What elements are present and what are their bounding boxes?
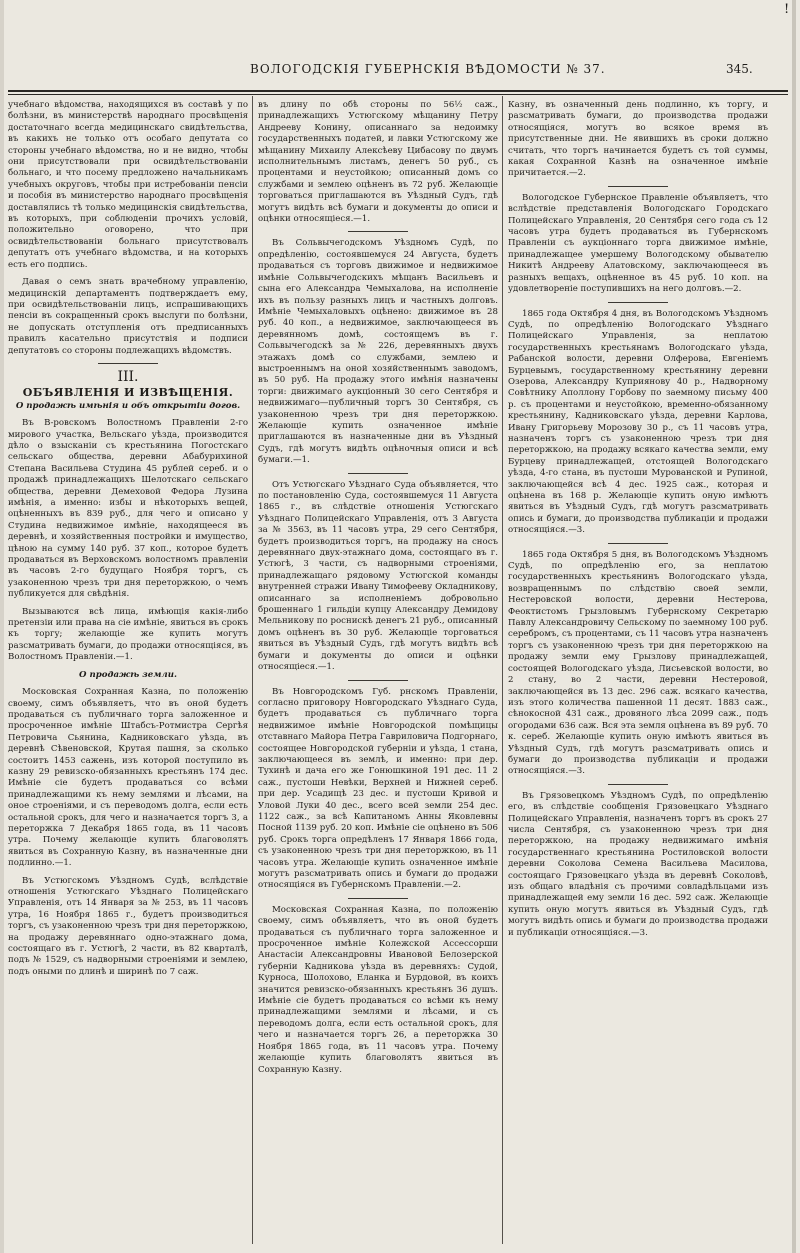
- left-page-edge: [0, 0, 4, 1253]
- right-page-edge: [792, 0, 796, 1253]
- divider: [348, 231, 408, 232]
- divider: [608, 186, 668, 187]
- column-divider-1: [252, 96, 253, 1244]
- column-2: [258, 100, 498, 1240]
- page-header: [0, 56, 800, 86]
- paragraph: Московская Сохранная Казна, по положенію своему, симъ объявляетъ, что въ оной будетъ продаваться съ публичнаго торга заложенное и просроченное имѣніе Штабсъ-Ротмистра Сергѣя Петровича Сьянина, Кадниковскаго уѣзда, въ деревнѣ Сѣвеновской, Крутая пашня, за сколько состоитъ 1453 сажень, изъ которой поступило въ казну 29 ревизско-обязанныхъ крестьянъ 174 дес. Имѣніе сіе будетъ продаваться со всѣми принадлежащими къ нему землями и лѣсами, на оное строеніями, и съ переводомъ долга, если есть остальной срокъ, для чего и назначается торгъ 3, а переторжка 7 Декабря 1865 года, въ 11 часовъ утра. Почему желающіе купить благоволятъ явиться въ Сохранную Казну, въ назначенные дни подлинно.—1.: [8, 687, 248, 869]
- column-1: [8, 100, 248, 1240]
- section-number: III.: [117, 368, 139, 385]
- paragraph: Въ В-ровскомъ Волостномъ Правленіи 2-го мирового участка, Вельскаго уѣзда, производится дѣло о взысканіи съ крестьянина Погостскаго сельскаго общества, деревни Абабурихиной Степана Васильева Студина 45 рублей сереб. и о продажѣ принадлежащихъ Шелотскаго сельскаго общества, деревни Демеховой Федора Лузина имѣнія, а именно: избы и нѣкоторыхъ вещей, оцѣненныхъ въ 839 руб., для чего и описано у Студина недвижимое имѣніе, находящееся въ деревнѣ, и хозяйственныя постройки и имущество, цѣною на сумму 140 руб. 37 коп., которое будетъ продаваться въ Верховскомъ волостномъ правленіи въ часовъ 2-го будущаго Ноября торгъ, съ узаконенною чрезъ три дня переторжкою, о чемъ публикуется для свѣдѣнія.: [8, 418, 248, 600]
- newspaper-title: ВОЛОГОДСКІЯ ГУБЕРНСКІЯ ВѢДОМОСТИ № 37.: [250, 62, 606, 76]
- header-rule: [8, 90, 788, 92]
- paragraph: Въ Грязовецкомъ Уѣздномъ Судѣ, по опредѣленію его, въ слѣдствіе сообщенія Грязовецкаго Уѣзднаго Полицейскаго Управленія, назначенъ торгъ въ срокъ 27 числа Сентября, съ узаконенною чрезъ три дня переторжкою, на продажу недвижимаго имѣнія государственнаго крестьянина Ростиловской волости деревни Соколова Семена Васильева Масилова, состоящаго Грязовецкаго уѣзда въ деревнѣ Соколовѣ, изъ общаго владѣнія съ прочими совладѣльцами изъ принадлежащей ему земли 16 дес. 592 саж. Желающіе купить оную могутъ явиться въ Уѣздный Судъ, гдѣ могутъ видѣть опись и бумаги до производства продажи и публикаціи относящіяся.—3.: [508, 790, 768, 938]
- paragraph: 1865 года Октября 4 дня, въ Вологодскомъ Уѣздномъ Судѣ, по опредѣленію Вологодскаго Уѣзднаго Полицейскаго Управленія, за неплатою государственныхъ крестьянамъ Вологодскаго уѣзда, Рабанской волости, деревни Олферова, Евгеніемъ Бурцевымъ, государственному крестьянину деревни Озерова, Александру Куприянову 40 р., Надворному Совѣтнику Аполлону Горбову по заемному письму 400 р. съ процентами и неустойкою, временно-обязанному крестьянину, Кадниковскаго уѣзда, деревни Карлова, Ивану Григорьеву Морозову 30 р., съ 11 часовъ утра, назначенъ торгъ съ узаконенною чрезъ три дня переторжкою, на продажу всякаго качества земли, ему Бурцеву принадлежащей, отстоящей Вологодскаго уѣзда, 4-го стана, въ пустоши Мурованской и Рупиной, заключающейся всѣ 4 дес. 1925 саж., которая и оцѣнена въ 168 р. Желающіе купить оную имѣютъ явиться въ Уѣздный Судъ, гдѣ могутъ разсматривать опись и бумаги, до производства публикаціи и продажи относящіяся.—3.: [508, 308, 768, 536]
- divider: [608, 302, 668, 303]
- paragraph: Вызываются всѣ лица, имѣющія какія-либо претензіи или права на сіе имѣніе, явиться въ срокъ къ торгу; желающіе же купить могутъ разсматривать бумаги, до продажи относящіяся, въ Волостномъ Правленіи.—1.: [8, 606, 248, 663]
- divider: [608, 784, 668, 785]
- paragraph: Въ Новгородскомъ Губ. рнскомъ Правленіи, согласно приговору Новгородскаго Уѣзднаго Суда, будетъ продаваться съ публичнаго торга недвижимое имѣніе Новгородской помѣщицы отставнаго Майора Петра Гавриловича Подгорнаго, состоящее Новгородской губерніи и уѣзда, 1 стана, заключающееся въ землѣ, и именно: при дер. Тухинѣ и дача его же Гонюшкиной 191 дес. 11 2 саж., пустоши Невѣки, Верхней и Нижней сереб. при дер. Усадищѣ 23 дес. и пустоши Кривой и Уловой Луки 40 дес., всего всей земли 254 дес. 1122 саж., за всѣ Капитаномъ Анны Яковлевны Посной 1139 руб. 20 коп. Имѣніе сіе оцѣнено въ 506 руб. Срокъ торга опредѣленъ 17 Января 1866 года, съ узаконенною чрезъ три дня переторжкою, въ 11 часовъ утра. Желающіе купить означенное имѣніе могутъ разсматривать опись и бумаги до продажи относящіяся въ Губернскомъ Правленіи.—2.: [258, 686, 498, 891]
- paragraph: 1865 года Октября 5 дня, въ Вологодскомъ Уѣздномъ Судѣ, по опредѣленію его, за неплатою государственныхъ крестьянинъ Вологодскаго уѣзда, возвращеннымъ по слѣдствію своей земли, Нестеровской волости, деревни Нестерова, Феоктистомъ Грызловымъ Губернскому Секретарю Павлу Александровичу Сельскому по заемному 100 руб. серебромъ, съ процентами, съ 11 часовъ утра назначенъ торгъ съ узаконенною чрезъ три дня переторжкою на продажу земли ему Грызлову принадлежащей, состоящей Вологодскаго уѣзда, Лисьевской волости, во 2 стану, во 2 части, деревни Нестеровой, заключающейся въ 13 дес. 296 саж. всякаго качества, изъ этого количества пашенной 11 десят. 1883 саж., сѣнокосной 431 саж., дровяного лѣса 2099 саж., подъ огородами 636 саж. Вся эта земля оцѣнена въ 89 руб. 70 к. сереб. Желающіе купить оную имѣютъ явиться въ Уѣздный Судъ, гдѣ могутъ разсматривать опись и бумаги до производства публикаціи и продажи относящіяся.—3.: [508, 549, 768, 777]
- column-divider-2: [502, 96, 503, 1244]
- paragraph: въ длину по обѣ стороны по 56½ саж., принадлежащихъ Устюгскому мѣщанину Петру Андрееву Конину, описаннаго за недоимку государственныхъ податей, и лавки Устюгскому же мѣщанину Михаилу Алексѣеву Цибасову по двумъ исполнительнымъ листамъ, денегъ 50 руб., съ процентами и неустойкою; описанный домъ со службами и землею оцѣненъ въ 72 руб. Желающіе торговаться приглашаются въ Уѣздный Судъ, гдѣ могутъ видѣть всѣ бумаги и документы до описи и оцѣнки относящіеся.—1.: [258, 100, 498, 225]
- divider: [98, 363, 158, 364]
- paragraph: Вологодское Губернское Правленіе объявляетъ, что вслѣдствіе представленія Вологодскаго Городскаго Полицейскаго Управленія, 20 Сентября сего года съ 12 часовъ утра будетъ продаваться въ Губернскомъ Правленіи съ аукціоннаго торга движимое имѣніе, принадлежащее умершему Вологодскому обывателю Никитѣ Андрееву Алатовскому, заключающееся въ разныхъ вещахъ, оцѣненное въ 45 руб. 10 коп. на удовлетвореніе поступившихъ на него долговъ.—2.: [508, 192, 768, 295]
- section-title: ОБЪЯВЛЕНІЯ И ИЗВѢЩЕНІЯ.: [22, 386, 234, 400]
- divider: [608, 543, 668, 544]
- paragraph: Московская Сохранная Казна, по положенію своему, симъ объявляетъ, что въ оной будетъ продаваться съ публичнаго торга заложенное и просроченное имѣніе Колежской Ассессорши Анастасіи Александровны Ивановой Белозерской губерніи Кадникова уѣзда въ деревняхъ: Судой, Курноса, Шолохово, Еланка и Бурдовой, въ коихъ значится ревизско-обязанныхъ крестьянъ 36 душъ. Имѣніе сіе будетъ продаваться со всѣми къ нему принадлежащими землями и лѣсами, и съ переводомъ долга, если есть остальной срокъ, для чего и назначается торгъ 26, а переторжка 30 Ноября 1865 года, въ 11 часовъ утра. Почему желающіе купить благоволятъ явиться въ Сохранную Казну.: [258, 904, 498, 1075]
- paragraph: Въ Устюгскомъ Уѣздномъ Судѣ, вслѣдствіе отношенія Устюгскаго Уѣзднаго Полицейскаго Управленія, отъ 14 Января за № 253, въ 11 часовъ утра, 16 Ноября 1865 г., будетъ производиться торгъ, съ узаконенною чрезъ три дня переторжкою, на продажу деревяннаго одно-этажнаго дома, состоящаго въ г. Устюгѣ, 2 части, въ 82 кварталѣ, подъ № 1529, съ надворными строеніями и землею, подъ оными по длинѣ и ширинѣ по 7 саж.: [8, 875, 248, 977]
- section-subtitle: О продажѣ имѣнія и объ открытіи догов.: [15, 400, 241, 411]
- paragraph: Въ Сольвычегодскомъ Уѣздномъ Судѣ, по опредѣленію, состоявшемуся 24 Августа, будетъ продаваться съ торговъ движимое и недвижимое имѣніе Сольвычегодскихъ мѣщанъ Васильевъ и сына его Александра Чемыхалова, на исполненіе ихъ въ пользу разныхъ лицъ и частныхъ долговъ. Имѣніе Чемыхаловыхъ оцѣнено: движимое въ 28 руб. 40 коп., а недвижимое, заключающееся въ деревянномъ домѣ, состоящемъ въ г. Сольвычегодскѣ за № 226, деревянныхъ двухъ этажахъ домѣ со службами, землею и выстроеннымъ на оной хозяйственнымъ заводомъ, въ 50 руб. На продажу этого имѣнія назначены торги: движимаго аукціонный 30 сего Сентября и недвижимаго—публичный торгъ 30 Сентября, съ узаконенною чрезъ три дня переторжкою. Желающіе купить означенное имѣніе приглашаются въ назначенные дни въ Уѣздный Судъ, гдѣ могутъ видѣть оцѣночныя описи и всѣ бумаги.—1.: [258, 238, 498, 466]
- paragraph: Отъ Устюгскаго Уѣзднаго Суда объявляется, что по постановленію Суда, состоявшемуся 11 Августа 1865 г., въ слѣдствіе отношенія Устюгскаго Уѣзднаго Полицейскаго Управленія, отъ 3 Августа за № 3563, въ 11 часовъ утра, 29 сего Сентября, будетъ производиться торгъ, на продажу на сносъ деревяннаго двух-этажнаго дома, состоящаго въ г. Устюгѣ, 3 части, съ надворными строеніями, принадлежащаго рядовому Устюгской команды внутренней стражи Ивану Тимофееву Окладникову, описаннаго за исполненіемъ добровольно брошеннаго 1 гильдіи купцу Александру Демидову Мельникову по роснискѣ денегъ 21 руб., описанный домъ оцѣненъ въ 30 руб. Желающіе торговаться явиться въ Уѣздный Судъ, гдѣ могутъ видѣть всѣ бумаги и документы до описи и оцѣнки относящіеся.—1.: [258, 479, 498, 673]
- page-number: 345.: [726, 62, 753, 76]
- divider: [348, 473, 408, 474]
- paragraph: Давая о семъ знать врачебному управленію, медицинскій департаментъ подтверждаетъ ему, при освидѣтельствованіи лицъ, испрашивающихъ пенсіи въ сокращенный срокъ выслуги по болѣзни, не допускать отступленія отъ предписанныхъ правилъ касательно присутствія и подписи депутатовъ со стороны подлежащихъ вѣдомствъ.: [8, 277, 248, 356]
- edge-mark: !: [784, 2, 790, 17]
- divider: [348, 898, 408, 899]
- sub-heading: О продажѣ земли.: [79, 669, 177, 680]
- column-3: [508, 100, 768, 1240]
- divider: [348, 680, 408, 681]
- paragraph: Казну, въ означенный день подлинно, къ торгу, и разсматривать бумаги, до производства продажи относящіяся, могутъ во всякое время въ присутственные дни. Не явившихъ въ сроки должно считать, что торгъ начинается будетъ съ той суммы, какая Сохранной Казнѣ на означенное имѣніе причитается.—2.: [508, 100, 768, 179]
- header-rule-thin: [8, 94, 788, 95]
- paragraph: учебнаго вѣдомства, находящихся въ составѣ у по болѣзни, въ министерствѣ народнаго просвѣщенія достаточнаго всегда медицинскаго свидѣтельства, въ какихъ не только отъ особаго депутата со стороны учебнаго вѣдомства, но и не видно, чтобы они присутствовали при освидѣтельствованіи больнаго, и что посему предложено начальникамъ учебныхъ округовъ, чтобы при истребованіи пенсіи и пособія въ министерство народнаго просвѣщенія доставлялись тѣ только медицинскія свидѣтельства, въ которыхъ, при соблюденіи прочихъ условій, положительно оговорено, что при освидѣтельствованіи больнаго присутствовалъ депутатъ отъ учебнаго вѣдомства, и на которыхъ есть его подпись.: [8, 100, 248, 270]
